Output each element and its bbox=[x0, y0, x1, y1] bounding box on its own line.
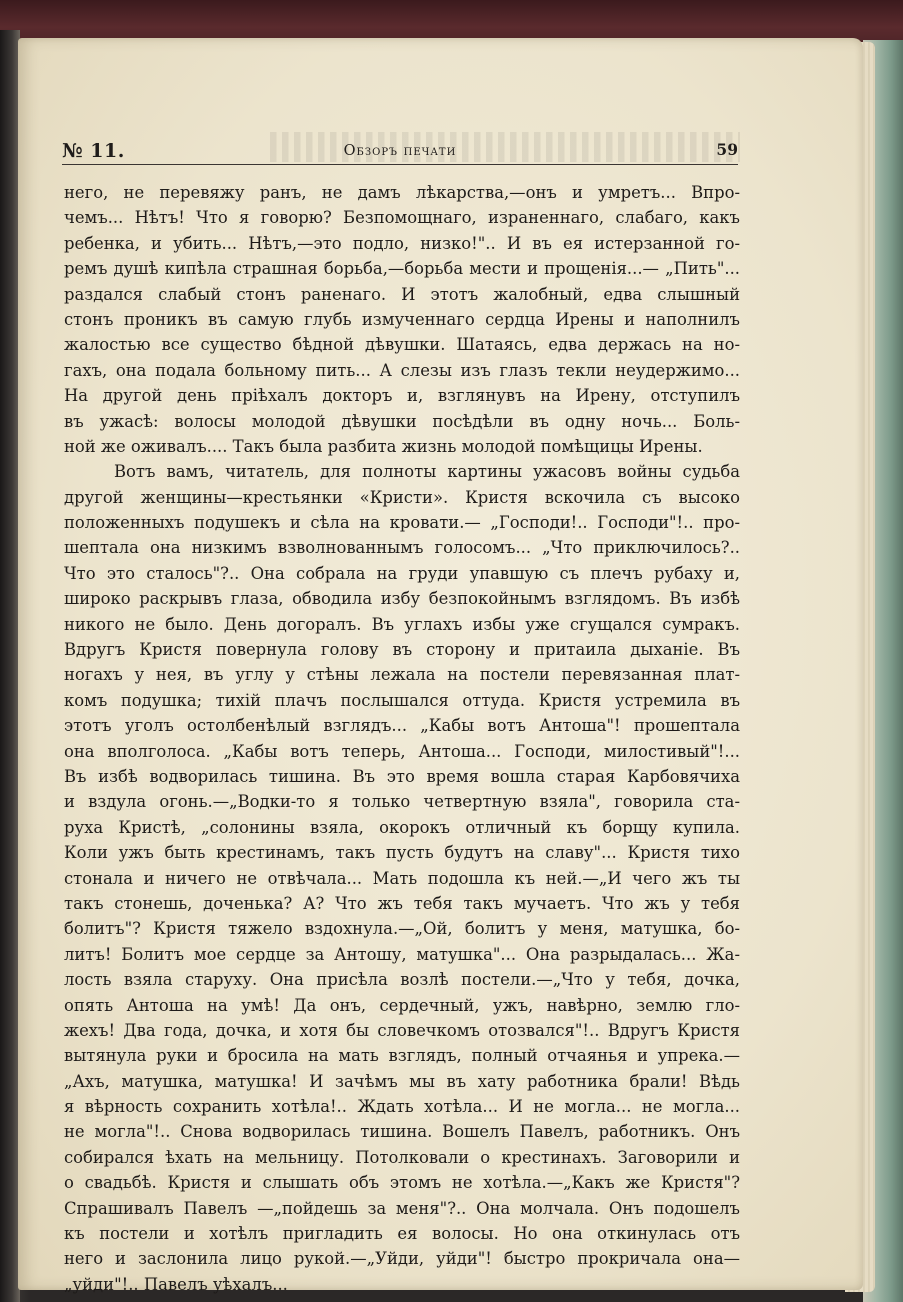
text-line: вытянула руки и бросила на мать взглядъ, полный отчаянья и упрека.— bbox=[64, 1046, 740, 1066]
text-line: „Ахъ, матушка, матушка! И зачѣмъ мы въ хату работника брали! Вѣдь bbox=[64, 1071, 740, 1091]
text-line: опять Антоша на умѣ! Да онъ, сердечный, ужъ, навѣрно, землю гло- bbox=[64, 995, 740, 1015]
text-line: другой женщины—крестьянки «Кристи». Кристя вскочила съ высоко bbox=[64, 487, 740, 507]
text-line: о свадьбѣ. Кристя и слышать объ этомъ не хотѣла.—„Какъ же Кристя"? bbox=[64, 1173, 740, 1193]
text-line: него, не перевяжу ранъ, не дамъ лѣкарства,—онъ и умретъ... Впро- bbox=[64, 183, 740, 202]
text-line: я вѣрность сохранить хотѣла!.. Ждать хотѣла... И не могла... не могла... bbox=[64, 1097, 740, 1117]
text-line: чемъ... Нѣтъ! Что я говорю? Безпомощнаго, израненнаго, слабаго, какъ bbox=[64, 208, 740, 228]
text-line: раздался слабый стонъ раненаго. И этотъ жалобный, едва слышный bbox=[64, 284, 740, 304]
text-line: Вдругъ Кристя повернула голову въ сторону и притаила дыханіе. Въ bbox=[64, 640, 740, 660]
text-line: никого не было. День догоралъ. Въ углахъ избы уже сгущался сумракъ. bbox=[64, 614, 740, 634]
text-line: она вполголоса. „Кабы вотъ теперь, Антоша... Господи, милостивый"!... bbox=[64, 741, 740, 761]
text-line: Что это сталось"?.. Она собрала на груди упавшую съ плечъ рубаху и, bbox=[64, 563, 740, 583]
book-spine bbox=[0, 30, 20, 1302]
text-line: ремъ душѣ кипѣла страшная борьба,—борьба мести и прощенія...— „Пить"... bbox=[64, 259, 740, 279]
text-line: На другой день пріѣхалъ докторъ и, взглянувъ на Ирену, отступилъ bbox=[64, 386, 740, 406]
header-rule bbox=[62, 164, 738, 165]
section-title: Обзоръ печати bbox=[343, 143, 457, 159]
text-line: ребенка, и убить... Нѣтъ,—это подло, низко!".. И въ ея истерзанной го- bbox=[64, 233, 740, 253]
text-line: гахъ, она подала больному пить... А слезы изъ глазъ текли неудержимо... bbox=[64, 360, 740, 380]
text-line: „уйди"!.. Павелъ уѣхалъ... bbox=[64, 1274, 288, 1294]
text-line: жалостью все существо бѣдной дѣвушки. Шатаясь, едва держась на но- bbox=[64, 335, 740, 355]
text-line: такъ стонешь, доченька? А? Что жъ тебя такъ мучаетъ. Что жъ у тебя bbox=[64, 893, 740, 913]
text-line: стонъ проникъ въ самую глубь измученнаго сердца Ирены и наполнилъ bbox=[64, 309, 740, 329]
text-line: положенныхъ подушекъ и сѣла на кровати.— „Господи!.. Господи"!.. про- bbox=[64, 513, 740, 533]
text-line: шептала она низкимъ взволнованнымъ голосомъ... „Что приключилось?.. bbox=[64, 538, 740, 558]
text-line: руха Кристѣ, „солонины взяла, окорокъ отличный къ борщу купила. bbox=[64, 817, 740, 837]
text-line: лость взяла старуху. Она присѣла возлѣ постели.—„Что у тебя, дочка, bbox=[64, 970, 740, 990]
text-line: болитъ"? Кристя тяжело вздохнула.—„Ой, болитъ у меня, матушка, бо- bbox=[64, 919, 740, 939]
text-line: собирался ѣхать на мельницу. Потолковали о крестинахъ. Заговорили и bbox=[64, 1147, 740, 1167]
body-text bbox=[64, 180, 740, 1297]
text-line: жехъ! Два года, дочка, и хотя бы словечкомъ отозвался"!.. Вдругъ Кристя bbox=[64, 1020, 740, 1040]
text-line: ногахъ у нея, въ углу у стѣны лежала на постели перевязанная плат- bbox=[64, 665, 740, 685]
text-line: Въ избѣ водворилась тишина. Въ это время вошла старая Карбовячиха bbox=[64, 766, 740, 786]
text-line: въ ужасѣ: волосы молодой дѣвушки посѣдѣли въ одну ночь... Боль- bbox=[64, 411, 740, 431]
text-line: широко раскрывъ глаза, обводила избу безпокойнымъ взглядомъ. Въ избѣ bbox=[64, 589, 740, 609]
text-line: Коли ужъ быть крестинамъ, такъ пусть будутъ на славу"... Кристя тихо bbox=[64, 843, 740, 863]
paragraph-start-line: Вотъ вамъ, читатель, для полноты картины ужасовъ войны судьба bbox=[114, 462, 740, 482]
text-line: ной же оживалъ.... Такъ была разбита жизнь молодой помѣщицы Ирены. bbox=[64, 436, 703, 456]
text-line: литъ! Болитъ мое сердце за Антошу, матушка"... Она разрыдалась... Жа- bbox=[64, 944, 740, 964]
running-header bbox=[62, 140, 738, 162]
text-line: стонала и ничего не отвѣчала... Мать подошла къ ней.—„И чего жъ ты bbox=[64, 868, 740, 888]
text-line: него и заслонила лицо рукой.—„Уйди, уйди"! быстро прокричала она— bbox=[64, 1249, 740, 1269]
issue-number: № 11. bbox=[62, 140, 125, 162]
text-line: не могла"!.. Снова водворилась тишина. Вошелъ Павелъ, работникъ. Онъ bbox=[64, 1122, 740, 1142]
text-line: и вздула огонь.—„Водки-то я только четвертную взяла", говорила ста- bbox=[64, 792, 740, 812]
text-line: этотъ уголъ остолбенѣлый взглядъ... „Кабы вотъ Антоша"! прошептала bbox=[64, 716, 740, 736]
text-line: Спрашивалъ Павелъ —„пойдешь за меня"?.. Она молчала. Онъ подошелъ bbox=[64, 1198, 740, 1218]
text-line: комъ подушка; тихій плачъ послышался оттуда. Кристя устремила въ bbox=[64, 690, 740, 710]
text-line: къ постели и хотѣлъ пригладить ея волосы. Но она откинулась отъ bbox=[64, 1224, 740, 1244]
page-number: 59 bbox=[716, 140, 738, 159]
